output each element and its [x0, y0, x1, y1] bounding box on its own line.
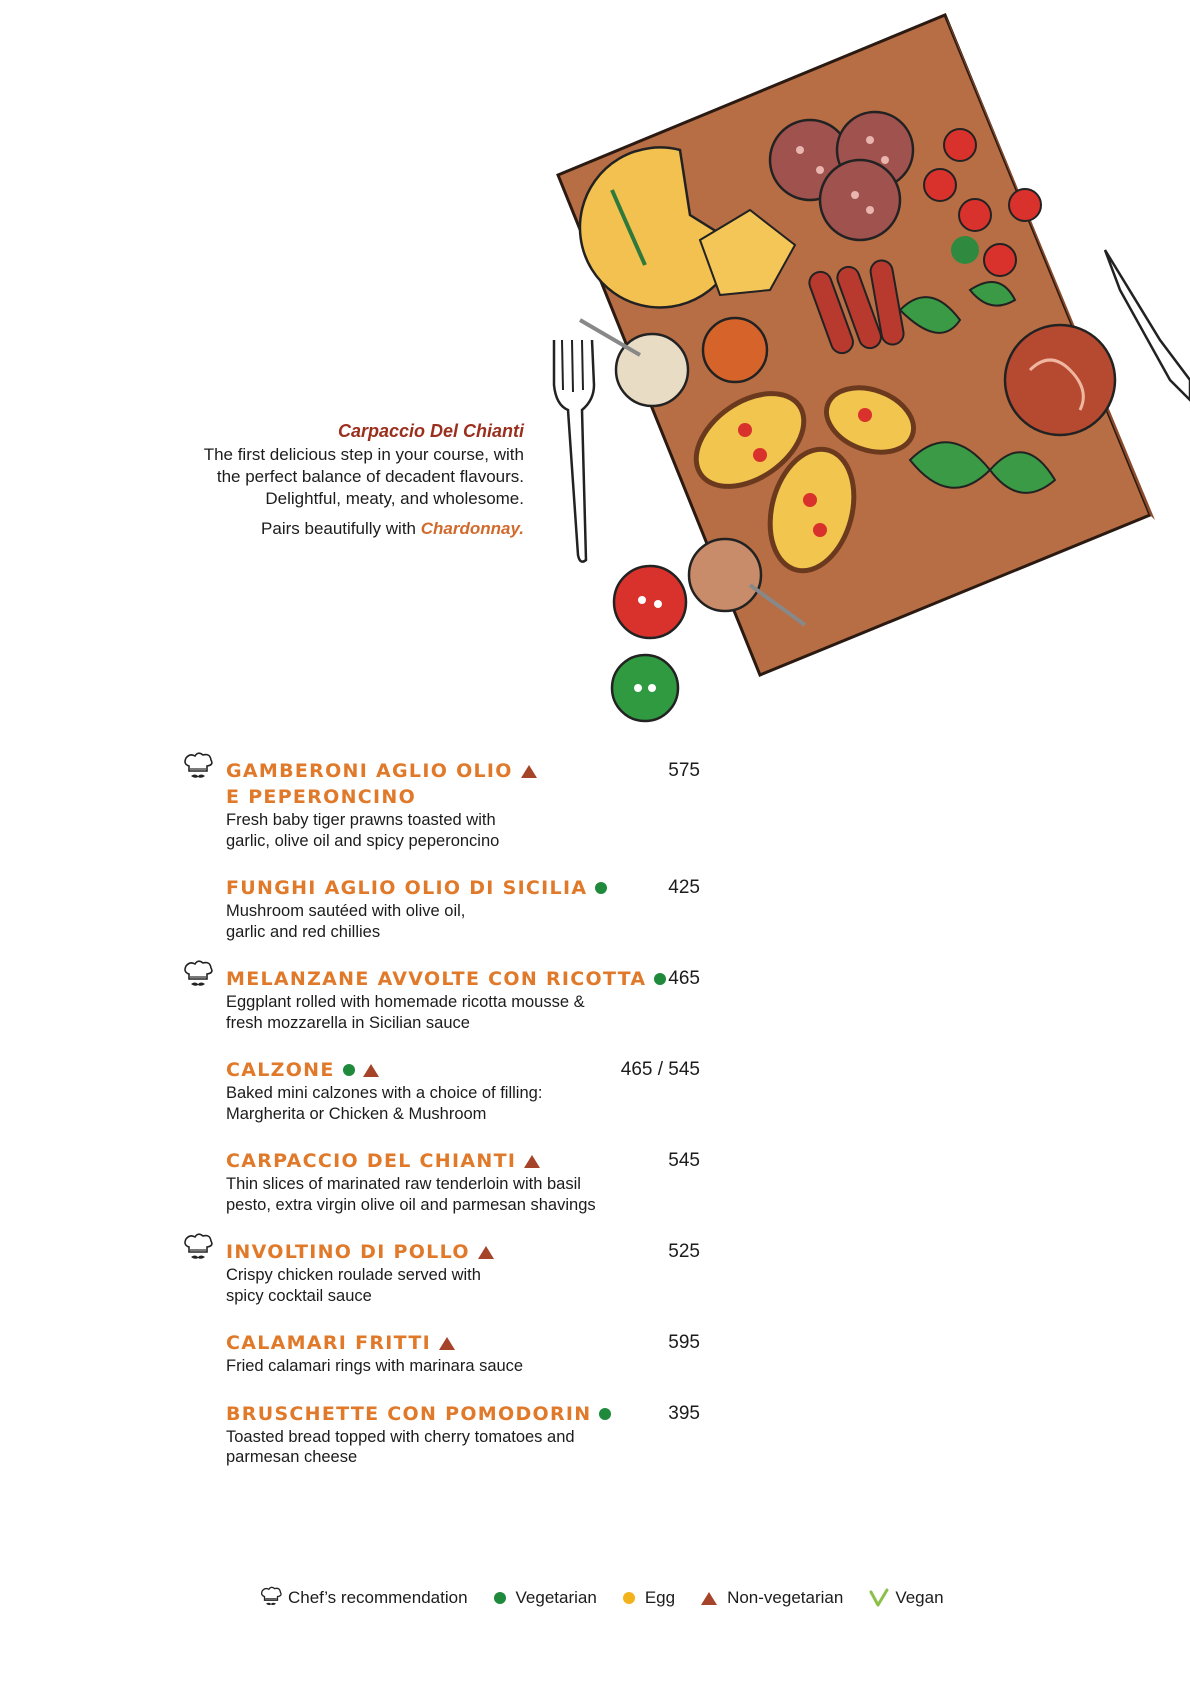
- chef-hat-icon: [258, 1585, 284, 1611]
- non-vegetarian-triangle-icon: [521, 765, 537, 778]
- meatball: [1005, 325, 1115, 435]
- egg-dot-icon: [623, 1592, 635, 1604]
- menu-item-name: CALAMARI FRITTI: [226, 1332, 431, 1354]
- legend-chef: [258, 1585, 468, 1611]
- wine-pairing: [194, 518, 524, 540]
- menu-item-description: Thin slices of marinated raw tenderloin with basil pesto, extra virgin olive oil and parmesan shavings: [226, 1175, 596, 1214]
- fork-icon: [554, 340, 594, 562]
- menu-item: [226, 1401, 700, 1468]
- wine-pairing-label: Pairs beautifully with: [261, 519, 421, 538]
- legend-egg: [623, 1588, 675, 1608]
- vegetarian-dot-icon: [343, 1064, 355, 1076]
- charcuterie-board-illustration: [520, 0, 1190, 760]
- menu-item-price: 395: [668, 1402, 700, 1424]
- menu-item-name: CALZONE: [226, 1059, 335, 1081]
- featured-dish-title: Carpaccio Del Chianti: [337, 421, 524, 441]
- menu-item: [226, 758, 700, 851]
- menu-item-name: MELANZANE AVVOLTE CON RICOTTA: [226, 968, 647, 990]
- non-vegetarian-triangle-icon: [478, 1246, 494, 1259]
- menu-item-name: FUNGHI AGLIO OLIO DI SICILIA: [226, 877, 588, 899]
- non-vegetarian-triangle-icon: [439, 1337, 455, 1350]
- legend-vegan-label: Vegan: [895, 1588, 944, 1607]
- menu-item-price: 425: [668, 877, 700, 898]
- menu-item: [226, 1330, 700, 1377]
- menu-item-description: Toasted bread topped with cherry tomatoes and parmesan cheese: [226, 1427, 575, 1466]
- featured-dish-description: The first delicious step in your course, with the perfect balance of decadent flavours. Delightful, meaty, and wholesome.: [203, 445, 524, 508]
- menu-item: [226, 1057, 700, 1124]
- chef-hat-icon: [180, 1231, 216, 1267]
- menu-item-description: Baked mini calzones with a choice of filling: Margherita or Chicken & Mushroom: [226, 1084, 543, 1123]
- legend-vegetarian-label: Vegetarian: [515, 1588, 597, 1607]
- menu-item-description: Fresh baby tiger prawns toasted with garlic, olive oil and spicy peperoncino: [226, 811, 500, 850]
- menu-item: [226, 875, 700, 942]
- legend-non-vegetarian-label: Non-vegetarian: [727, 1588, 844, 1607]
- menu-item-price: 575: [668, 760, 700, 781]
- menu-list: [226, 758, 700, 1492]
- menu-item-price: 465: [668, 968, 700, 989]
- legend-non-vegetarian: [701, 1588, 843, 1608]
- menu-item: [226, 1239, 700, 1306]
- chef-hat-icon: [180, 958, 216, 994]
- sauce-bowls-off-board: [612, 566, 686, 721]
- menu-item: [226, 966, 700, 1033]
- legend: [258, 1585, 944, 1611]
- non-vegetarian-triangle-icon: [524, 1155, 540, 1168]
- menu-item-description: Eggplant rolled with homemade ricotta mousse & fresh mozzarella in Sicilian sauce: [226, 993, 585, 1032]
- menu-item-price: 595: [668, 1332, 700, 1353]
- menu-item-price: 525: [668, 1241, 700, 1262]
- featured-dish: [194, 420, 524, 540]
- menu-item-name: BRUSCHETTE CON POMODORIN: [226, 1402, 592, 1425]
- menu-item-name: GAMBERONI AGLIO OLIO: [226, 760, 513, 782]
- vegetarian-dot-icon: [595, 882, 607, 894]
- menu-item-description: Crispy chicken roulade served with spicy cocktail sauce: [226, 1266, 481, 1305]
- vegetarian-dot-icon: [599, 1408, 611, 1420]
- menu-item-name: INVOLTINO DI POLLO: [226, 1241, 470, 1263]
- legend-vegan: [869, 1588, 943, 1608]
- menu-item-description: Mushroom sautéed with olive oil, garlic and red chillies: [226, 902, 466, 941]
- vegan-check-icon: [869, 1588, 889, 1608]
- chef-hat-icon: [180, 750, 216, 786]
- menu-item: [226, 1148, 700, 1215]
- menu-item-description: Fried calamari rings with marinara sauce: [226, 1357, 524, 1375]
- non-vegetarian-triangle-icon: [701, 1592, 717, 1605]
- legend-egg-label: Egg: [644, 1588, 676, 1607]
- knife-icon: [1105, 250, 1190, 400]
- vegetarian-dot-icon: [654, 973, 666, 985]
- menu-item-name: CARPACCIO DEL CHIANTI: [226, 1150, 517, 1172]
- legend-vegetarian: [494, 1588, 597, 1608]
- menu-item-price: 465 / 545: [620, 1059, 700, 1080]
- menu-item-price: 545: [668, 1150, 700, 1171]
- vegetarian-dot-icon: [494, 1592, 506, 1604]
- menu-item-name-line-2: E PEPERONCINO: [226, 786, 417, 808]
- legend-chef-label: Chef’s recommendation: [288, 1588, 468, 1607]
- non-vegetarian-triangle-icon: [363, 1064, 379, 1077]
- wine-name: Chardonnay.: [420, 519, 524, 538]
